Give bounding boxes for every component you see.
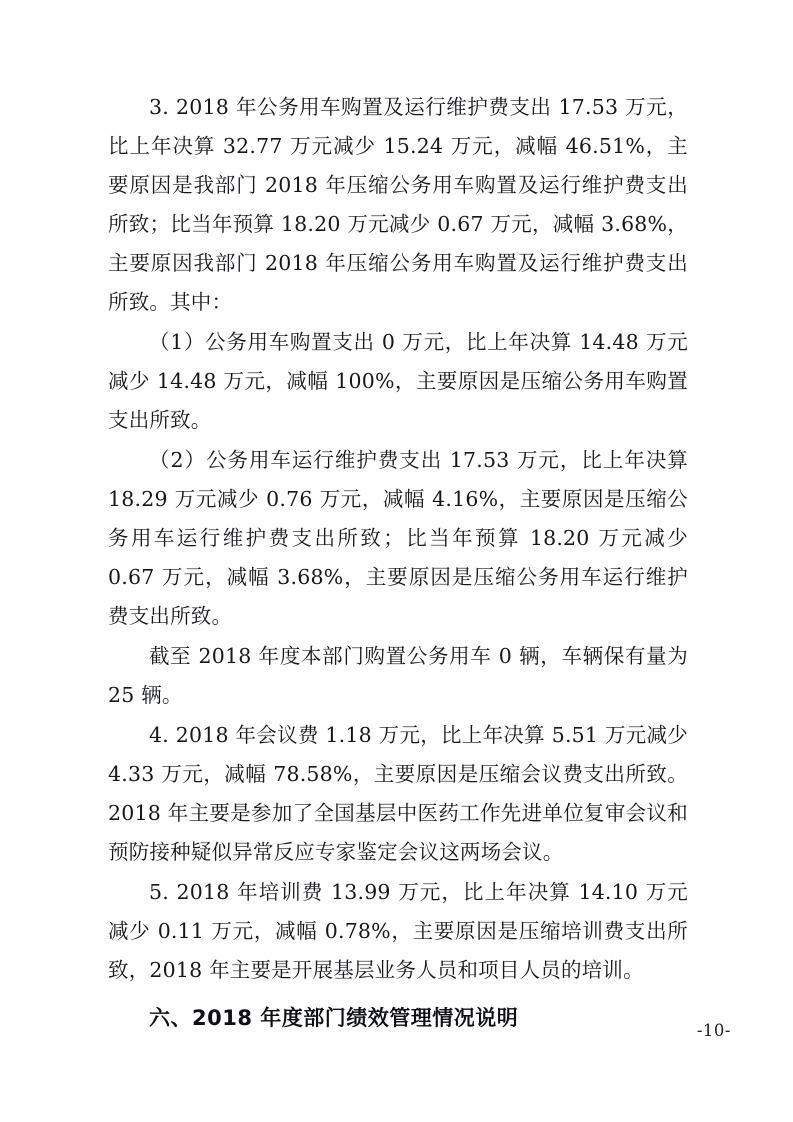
paragraph-5: 4. 2018 年会议费 1.18 万元，比上年决算 5.51 万元减少 4.33 万元，减幅 78.58%，主要原因是压缩会议费支出所致。2018 年主要是参加了全国基层中医药工作先进单位复审会议和预防接种疑似异常反应专家鉴定会议这两场会议。 xyxy=(108,723,688,864)
section-heading: 六、2018 年度部门绩效管理情况说明 xyxy=(149,1006,519,1030)
paragraph-1: 3. 2018 年公务用车购置及运行维护费支出 17.53 万元，比上年决算 32.77 万元减少 15.24 万元，减幅 46.51%，主要原因是我部门 2018 年压缩公务用车购置及运行维护费支出所致；比当年预算 18.20 万元减少 0.67 万元，减幅 3.68%，主要原因我部门 2018 年压缩公务用车购置及运行维护费支出所致。其中： xyxy=(108,95,688,314)
document-body xyxy=(108,88,688,1038)
paragraph-3: （2）公务用车运行维护费支出 17.53 万元，比上年决算 18.29 万元减少 0.76 万元，减幅 4.16%，主要原因是压缩公务用车运行维护费支出所致；比当年预算 18.20 万元减少 0.67 万元，减幅 3.68%，主要原因是压缩公务用车运行维护费支出所致。 xyxy=(108,448,688,628)
paragraph-2: （1）公务用车购置支出 0 万元，比上年决算 14.48 万元减少 14.48 万元，减幅 100%，主要原因是压缩公务用车购置支出所致。 xyxy=(108,330,688,432)
paragraph-6: 5. 2018 年培训费 13.99 万元，比上年决算 14.10 万元减少 0.11 万元，减幅 0.78%，主要原因是压缩培训费支出所致，2018 年主要是开展基层业务人员和项目人员的培训。 xyxy=(108,880,688,982)
page-number: -10- xyxy=(696,1021,731,1040)
paragraph-4: 截至 2018 年度本部门购置公务用车 0 辆，车辆保有量为 25 辆。 xyxy=(108,644,688,707)
